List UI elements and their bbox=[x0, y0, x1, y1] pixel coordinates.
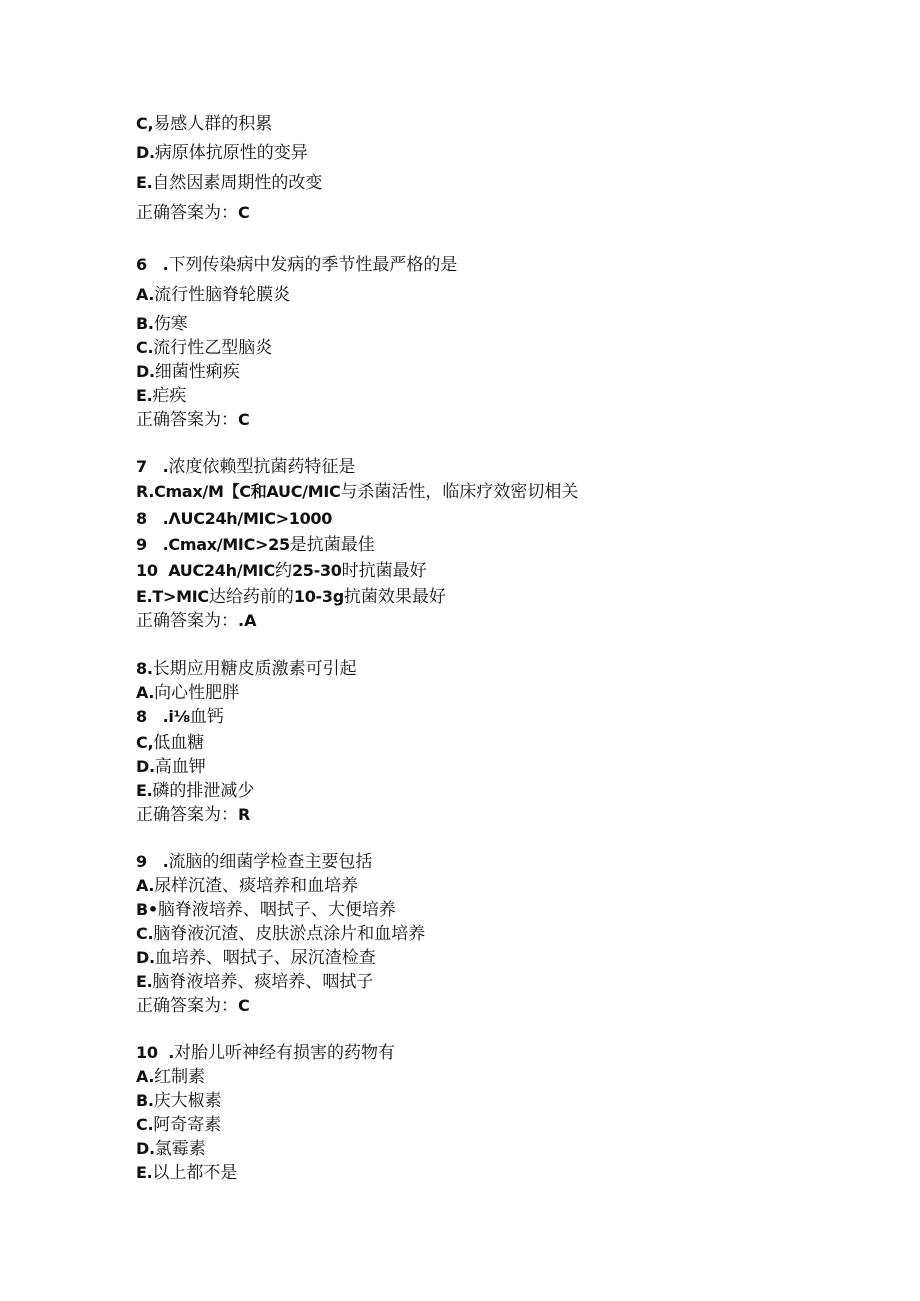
line-text: 约 bbox=[274, 561, 292, 581]
line-text: 血培养、咽拭子、尿沉渣检查 bbox=[154, 948, 376, 968]
text-line bbox=[136, 172, 322, 194]
line-text: 阿奇寄素 bbox=[153, 1115, 222, 1135]
line-prefix: B. bbox=[136, 1091, 154, 1110]
line-text: 对胎儿听神经有损害的药物有 bbox=[174, 1043, 395, 1063]
text-line bbox=[136, 508, 332, 530]
text-line bbox=[136, 284, 290, 306]
text-line bbox=[136, 756, 206, 778]
text-line bbox=[136, 254, 457, 276]
line-prefix-2: 25-30 bbox=[291, 561, 342, 580]
line-text: 长期应用糖皮质激素可引起 bbox=[152, 659, 357, 679]
line-text: 正确答案为： bbox=[136, 805, 238, 825]
answer-value: C bbox=[238, 410, 250, 429]
text-line bbox=[136, 142, 308, 164]
line-text: 是抗菌最佳 bbox=[289, 535, 375, 555]
line-prefix: 6 . bbox=[136, 255, 169, 274]
answer-line bbox=[136, 804, 250, 826]
line-text: 正确答案为： bbox=[136, 611, 238, 631]
line-prefix: B. bbox=[136, 314, 154, 333]
line-text: 病原体抗原性的变异 bbox=[154, 143, 308, 163]
line-prefix: A. bbox=[136, 876, 155, 895]
answer-line bbox=[136, 409, 250, 431]
line-prefix: 9 .Cmax/MIC>25 bbox=[136, 535, 290, 554]
line-prefix: D. bbox=[136, 1139, 155, 1158]
line-text: 低血糖 bbox=[153, 733, 205, 753]
line-text: 疟疾 bbox=[152, 386, 187, 406]
line-text: 与杀菌活性，临床疗效密切相关 bbox=[340, 482, 579, 502]
text-line bbox=[136, 658, 357, 680]
answer-line bbox=[136, 202, 250, 224]
line-text: 自然因素周期性的改变 bbox=[152, 173, 323, 193]
line-text: 流行性乙型脑炎 bbox=[153, 338, 273, 358]
text-line bbox=[136, 534, 375, 556]
text-line bbox=[136, 560, 427, 582]
line-text: 正确答案为： bbox=[136, 996, 238, 1016]
line-text: 正确答案为： bbox=[136, 410, 238, 430]
answer-value: .A bbox=[238, 611, 257, 630]
text-line bbox=[136, 385, 186, 407]
text-line bbox=[136, 1114, 221, 1136]
text-line bbox=[136, 456, 355, 478]
line-prefix: E. bbox=[136, 1163, 153, 1182]
text-line bbox=[136, 1042, 395, 1064]
answer-value: C bbox=[238, 203, 250, 222]
text-line bbox=[136, 780, 254, 802]
line-prefix: 9 . bbox=[136, 852, 169, 871]
text-line bbox=[136, 706, 224, 728]
line-prefix: 10 . bbox=[136, 1043, 174, 1062]
line-prefix: C, bbox=[136, 733, 154, 752]
text-line bbox=[136, 851, 372, 873]
text-line bbox=[136, 1066, 205, 1088]
line-text: 下列传染病中发病的季节性最严格的是 bbox=[168, 255, 458, 275]
text-line bbox=[136, 1090, 222, 1112]
line-prefix: E.T>MIC bbox=[136, 587, 209, 606]
text-line bbox=[136, 947, 376, 969]
line-text: 伤寒 bbox=[153, 314, 188, 334]
line-text: 易感人群的积累 bbox=[153, 114, 273, 134]
answer-value: C bbox=[238, 996, 250, 1015]
line-prefix: E. bbox=[136, 781, 153, 800]
line-text-2: 抗菌效果最好 bbox=[343, 587, 446, 607]
text-line bbox=[136, 923, 425, 945]
line-prefix: D. bbox=[136, 143, 155, 162]
text-line bbox=[136, 1138, 206, 1160]
line-text: 浓度依赖型抗菌药特征是 bbox=[168, 457, 356, 477]
answer-value: R bbox=[238, 805, 251, 824]
line-text: 细菌性痢疾 bbox=[154, 362, 240, 382]
line-prefix: 7 . bbox=[136, 457, 169, 476]
line-prefix: E. bbox=[136, 386, 153, 405]
line-text: 流行性脑脊轮膜炎 bbox=[154, 285, 291, 305]
text-line bbox=[136, 313, 188, 335]
line-text: 尿样沉渣、痰培养和血培养 bbox=[154, 876, 359, 896]
line-text: 高血钾 bbox=[154, 757, 206, 777]
line-prefix: C. bbox=[136, 1115, 154, 1134]
line-text: 正确答案为： bbox=[136, 203, 238, 223]
text-line bbox=[136, 682, 239, 704]
line-text: 以上都不是 bbox=[152, 1163, 238, 1183]
line-prefix: D. bbox=[136, 757, 155, 776]
line-prefix: 10 AUC24h/MIC bbox=[136, 561, 275, 580]
line-prefix: C, bbox=[136, 114, 154, 133]
line-text-2: 时抗菌最好 bbox=[341, 561, 427, 581]
text-line bbox=[136, 361, 240, 383]
text-line bbox=[136, 1162, 237, 1184]
line-prefix: A. bbox=[136, 683, 155, 702]
line-text: 向心性肥胖 bbox=[154, 683, 240, 703]
text-line bbox=[136, 899, 396, 921]
line-prefix: R.Cmax/M【C和AUC/MIC bbox=[136, 482, 341, 501]
line-text: 红制素 bbox=[154, 1067, 206, 1087]
line-prefix: E. bbox=[136, 972, 153, 991]
answer-line bbox=[136, 610, 256, 632]
text-line bbox=[136, 113, 272, 135]
text-line bbox=[136, 875, 358, 897]
line-prefix: C. bbox=[136, 924, 154, 943]
line-text: 流脑的细菌学检查主要包括 bbox=[168, 852, 373, 872]
line-prefix: 8 .i⅛ bbox=[136, 707, 190, 726]
line-prefix: B• bbox=[136, 900, 158, 919]
line-text: 血钙 bbox=[189, 707, 224, 727]
line-text: 脑脊液培养、咽拭子、大便培养 bbox=[157, 900, 396, 920]
line-text: 脑脊液沉渣、皮肤淤点涂片和血培养 bbox=[153, 924, 426, 944]
line-prefix: 8. bbox=[136, 659, 153, 678]
text-line bbox=[136, 481, 578, 503]
line-prefix: E. bbox=[136, 173, 153, 192]
line-prefix-2: 10-3g bbox=[293, 587, 344, 606]
line-text: 达给药前的 bbox=[208, 587, 294, 607]
line-prefix: A. bbox=[136, 285, 155, 304]
line-text: 庆大椒素 bbox=[153, 1091, 222, 1111]
line-text: 脑脊液培养、痰培养、咽拭子 bbox=[152, 972, 374, 992]
line-text: 氯霉素 bbox=[154, 1139, 206, 1159]
text-line bbox=[136, 732, 204, 754]
line-text: 磷的排泄减少 bbox=[152, 781, 255, 801]
line-prefix: A. bbox=[136, 1067, 155, 1086]
text-line bbox=[136, 337, 272, 359]
line-prefix: 8 .ΛUC24h/MIC>1000 bbox=[136, 509, 333, 528]
text-line bbox=[136, 971, 373, 993]
line-prefix: D. bbox=[136, 362, 155, 381]
answer-line bbox=[136, 995, 250, 1017]
line-prefix: C. bbox=[136, 338, 154, 357]
line-prefix: D. bbox=[136, 948, 155, 967]
text-line bbox=[136, 586, 446, 608]
